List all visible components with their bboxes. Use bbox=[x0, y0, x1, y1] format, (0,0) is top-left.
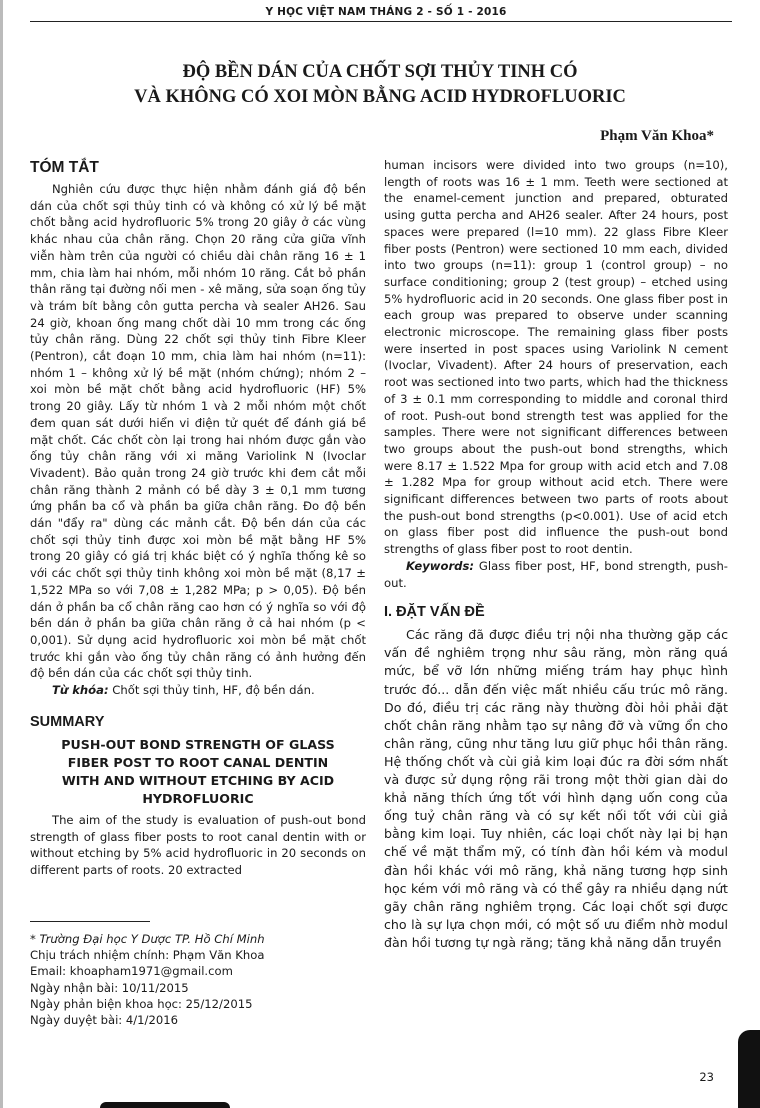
left-column bbox=[30, 158, 366, 879]
scan-left-edge bbox=[0, 0, 3, 1108]
summary-body-part-1: The aim of the study is evaluation of push-out bond strength of glass fiber posts to root canal dentin with or without etching by 5% acid hydrofluoric in 20 seconds on different parts of roots. 20 extracted bbox=[30, 812, 366, 877]
footnote-rule bbox=[30, 921, 150, 922]
summary-heading: SUMMARY bbox=[30, 713, 105, 730]
right-column bbox=[384, 157, 728, 952]
keywords-text: Chốt sợi thủy tinh, HF, độ bền dán. bbox=[108, 683, 315, 698]
footnote-affiliation: * Trường Đại học Y Dược TP. Hồ Chí Minh bbox=[30, 932, 265, 946]
english-title-line-3: WITH AND WITHOUT ETCHING BY ACID bbox=[61, 772, 335, 788]
scan-bottom-shadow bbox=[100, 1102, 230, 1108]
title-line-2: VÀ KHÔNG CÓ XOI MÒN BẰNG ACID HYDROFLUORIC bbox=[134, 87, 626, 107]
footnote bbox=[30, 931, 366, 1028]
title-line-1: ĐỘ BỀN DÁN CỦA CHỐT SỢI THỦY TINH CÓ bbox=[182, 62, 578, 82]
footnote-received: Ngày nhận bài: 10/11/2015 bbox=[30, 980, 189, 995]
english-title-line-2: FIBER POST TO ROOT CANAL DENTIN bbox=[67, 754, 329, 770]
introduction-body: Các răng đã được điều trị nội nha thường gặp các vấn đề nghiêm trọng như sâu răng, mòn răng quá mức, bể vỡ lớn những miếng trám hay phục hình trước đó... dẫn đến việc mất nhiều cấu trúc mô răng. Do đó, điều trị các răng này thường đòi hỏi phải đặt chốt chân răng nhằm tạo sự nâng đỡ và vững ổn cho chân răng, cũng như tăng lưu giữ phục hồi thân răng. Hệ thống chốt và cùi giả kim loại đúc ra đời sớm nhất và được sử dụng rộng rãi trong một thời gian dài do khả năng thích ứng tốt với hình dạng uốn cong của ống tuỷ chân răng và có sự kết nối tốt với cùi giả bằng kim loại. Tuy nhiên, các loại chốt này lại bị hạn chế về mặt thẩm mỹ, có tính đàn hồi kém và modul đàn hồi khác với mô răng, khả năng tương hợp sinh học kém với mô răng và có thể gây ra nhiều dạng nứt gãy chân răng nghiêm trọng. Các loại chốt sợi được cho là sự lựa chọn mới, có một số ưu điểm nhờ modul đàn hồi tương tự ngà răng; tăng khả năng dẫn truyền bbox=[384, 627, 728, 950]
author-name: Phạm Văn Khoa* bbox=[600, 128, 714, 144]
footnote-email: Email: khoapham1971@gmail.com bbox=[30, 964, 233, 979]
header-rule bbox=[30, 21, 732, 22]
summary-keywords-text: Glass fiber post, HF, bond strength, push-out. bbox=[384, 558, 728, 590]
introduction-heading: I. ĐẶT VẤN ĐỀ bbox=[384, 604, 485, 621]
scan-corner-shadow bbox=[738, 1030, 760, 1108]
footnote-approved: Ngày duyệt bài: 4/1/2016 bbox=[30, 1013, 178, 1028]
english-title bbox=[30, 736, 366, 808]
page-number: 23 bbox=[699, 1070, 714, 1084]
abstract-keywords bbox=[30, 682, 366, 699]
abstract-heading: TÓM TẮT bbox=[30, 159, 99, 176]
summary-keywords bbox=[384, 558, 728, 591]
footnote-reviewed: Ngày phản biện khoa học: 25/12/2015 bbox=[30, 996, 253, 1011]
keywords-label: Từ khóa: bbox=[52, 683, 109, 698]
english-title-line-1: PUSH-OUT BOND STRENGTH OF GLASS bbox=[61, 736, 335, 752]
summary-keywords-label: Keywords: bbox=[406, 558, 474, 573]
summary-body-part-2: human incisors were divided into two groups (n=10), length of roots was 16 ± 1 mm. Teeth were sectioned at the enamel-cement junction and prepared, obturated using gutta percha and AH26 sealer. After 24 hours, post spaces were prepared (l=10 mm). 22 glass Fibre Kleer fiber posts (Pentron) were sectioned 10 mm each, divided into two groups (n=11): group 1 (control group) – no surface conditioning; group 2 (test group) – etched using 5% hydrofluoric acid in 20 seconds. One glass fiber post in each group was prepared to observe under scanning electronic microscope. The remaining glass fiber posts were inserted in post spaces using Variolink N cement (Ivoclar, Vivadent). After 24 hours of preservation, each root was sectioned into two parts, which had the thickness of 3 ± 0.1 mm corresponding to middle and coronal third of root. Push-out bond strength test was applied for the samples. There were not significant differences between two groups about the push-out bond strengths, which were 8.17 ± 1.522 Mpa for group with acid etch and 7.08 ± 1.282 Mpa for group without acid etch. There were significant differences between two parts of roots about the push-out bond strengths (p<0.001). Use of acid etch on glass fiber post did influence the push-out bond strengths of glass fiber post to root dentin. bbox=[384, 158, 728, 557]
article-title bbox=[40, 60, 720, 110]
english-title-line-4: HYDROFLUORIC bbox=[142, 790, 254, 806]
abstract-body: Nghiên cứu được thực hiện nhằm đánh giá độ bền dán của chốt sợi thủy tinh có và không có xử lý bề mặt chốt bằng acid hydrofluoric 5% trong 20 giây ở các vùng khác nhau của chân răng. Chọn 20 răng cửa giữa vĩnh viễn hàm trên của người có chiều dài chân răng 16 ± 1 mm, chia làm hai nhóm, mỗi nhóm 10 răng. Cắt bỏ phần thân răng tại đường nối men - xê măng, sửa soạn ống tủy và trám bít bằng côn gutta percha và sealer AH26. Sau 24 giờ, khoan ống mang chốt dài 10 mm trong các ống tủy chân răng. Dùng 22 chốt sợi thủy tinh Fibre Kleer (Pentron), cắt đoạn 10 mm, chia làm hai nhóm (n=11): nhóm 1 – không xử lý bề mặt (nhóm chứng); nhóm 2 – xoi mòn bề mặt chốt bằng acid hydrofluoric (HF) 5% trong 20 giây. Lấy từ nhóm 1 và 2 mỗi nhóm một chốt đem quan sát dưới hiển vi điện tử quét để đánh giá bề mặt chốt. Các chốt còn lại trong hai nhóm được gắn vào ống tủy chân răng với xi măng Variolink N (Ivoclar Vivadent). Bảo quản trong 24 giờ trước khi đem cắt mỗi chân răng thành 2 mảnh có bề dày 3 ± 0,1 mm tương ứng phần ba cổ và phần ba giữa chân răng. Đo độ bền dán "đẩy ra" dùng các mảnh cắt. Độ bền dán của các chốt sợi thủy tinh được xoi mòn bề mặt bằng HF 5% trong 20 giây có giá trị khác biệt có ý nghĩa thống kê so với các chốt sợi thủy tinh không xoi mòn bề mặt (8,17 ± 1,522 MPa so với 7,08 ± 1,282 MPa; p > 0,05). Độ bền dán ở phần ba cổ chân răng cao hơn có ý nghĩa so với độ bền dán ở phần ba giữa chân răng ở cả hai nhóm (p < 0,001). Sử dụng acid hydrofluoric xoi mòn bề mặt chốt trước khi gắn vào ống tủy chân răng có ảnh hưởng đến độ bền dán của các chốt sợi thủy tinh. bbox=[30, 182, 366, 681]
journal-header: Y HỌC VIỆT NAM THÁNG 2 - SỐ 1 - 2016 bbox=[265, 6, 507, 18]
footnote-responsible: Chịu trách nhiệm chính: Phạm Văn Khoa bbox=[30, 948, 265, 963]
